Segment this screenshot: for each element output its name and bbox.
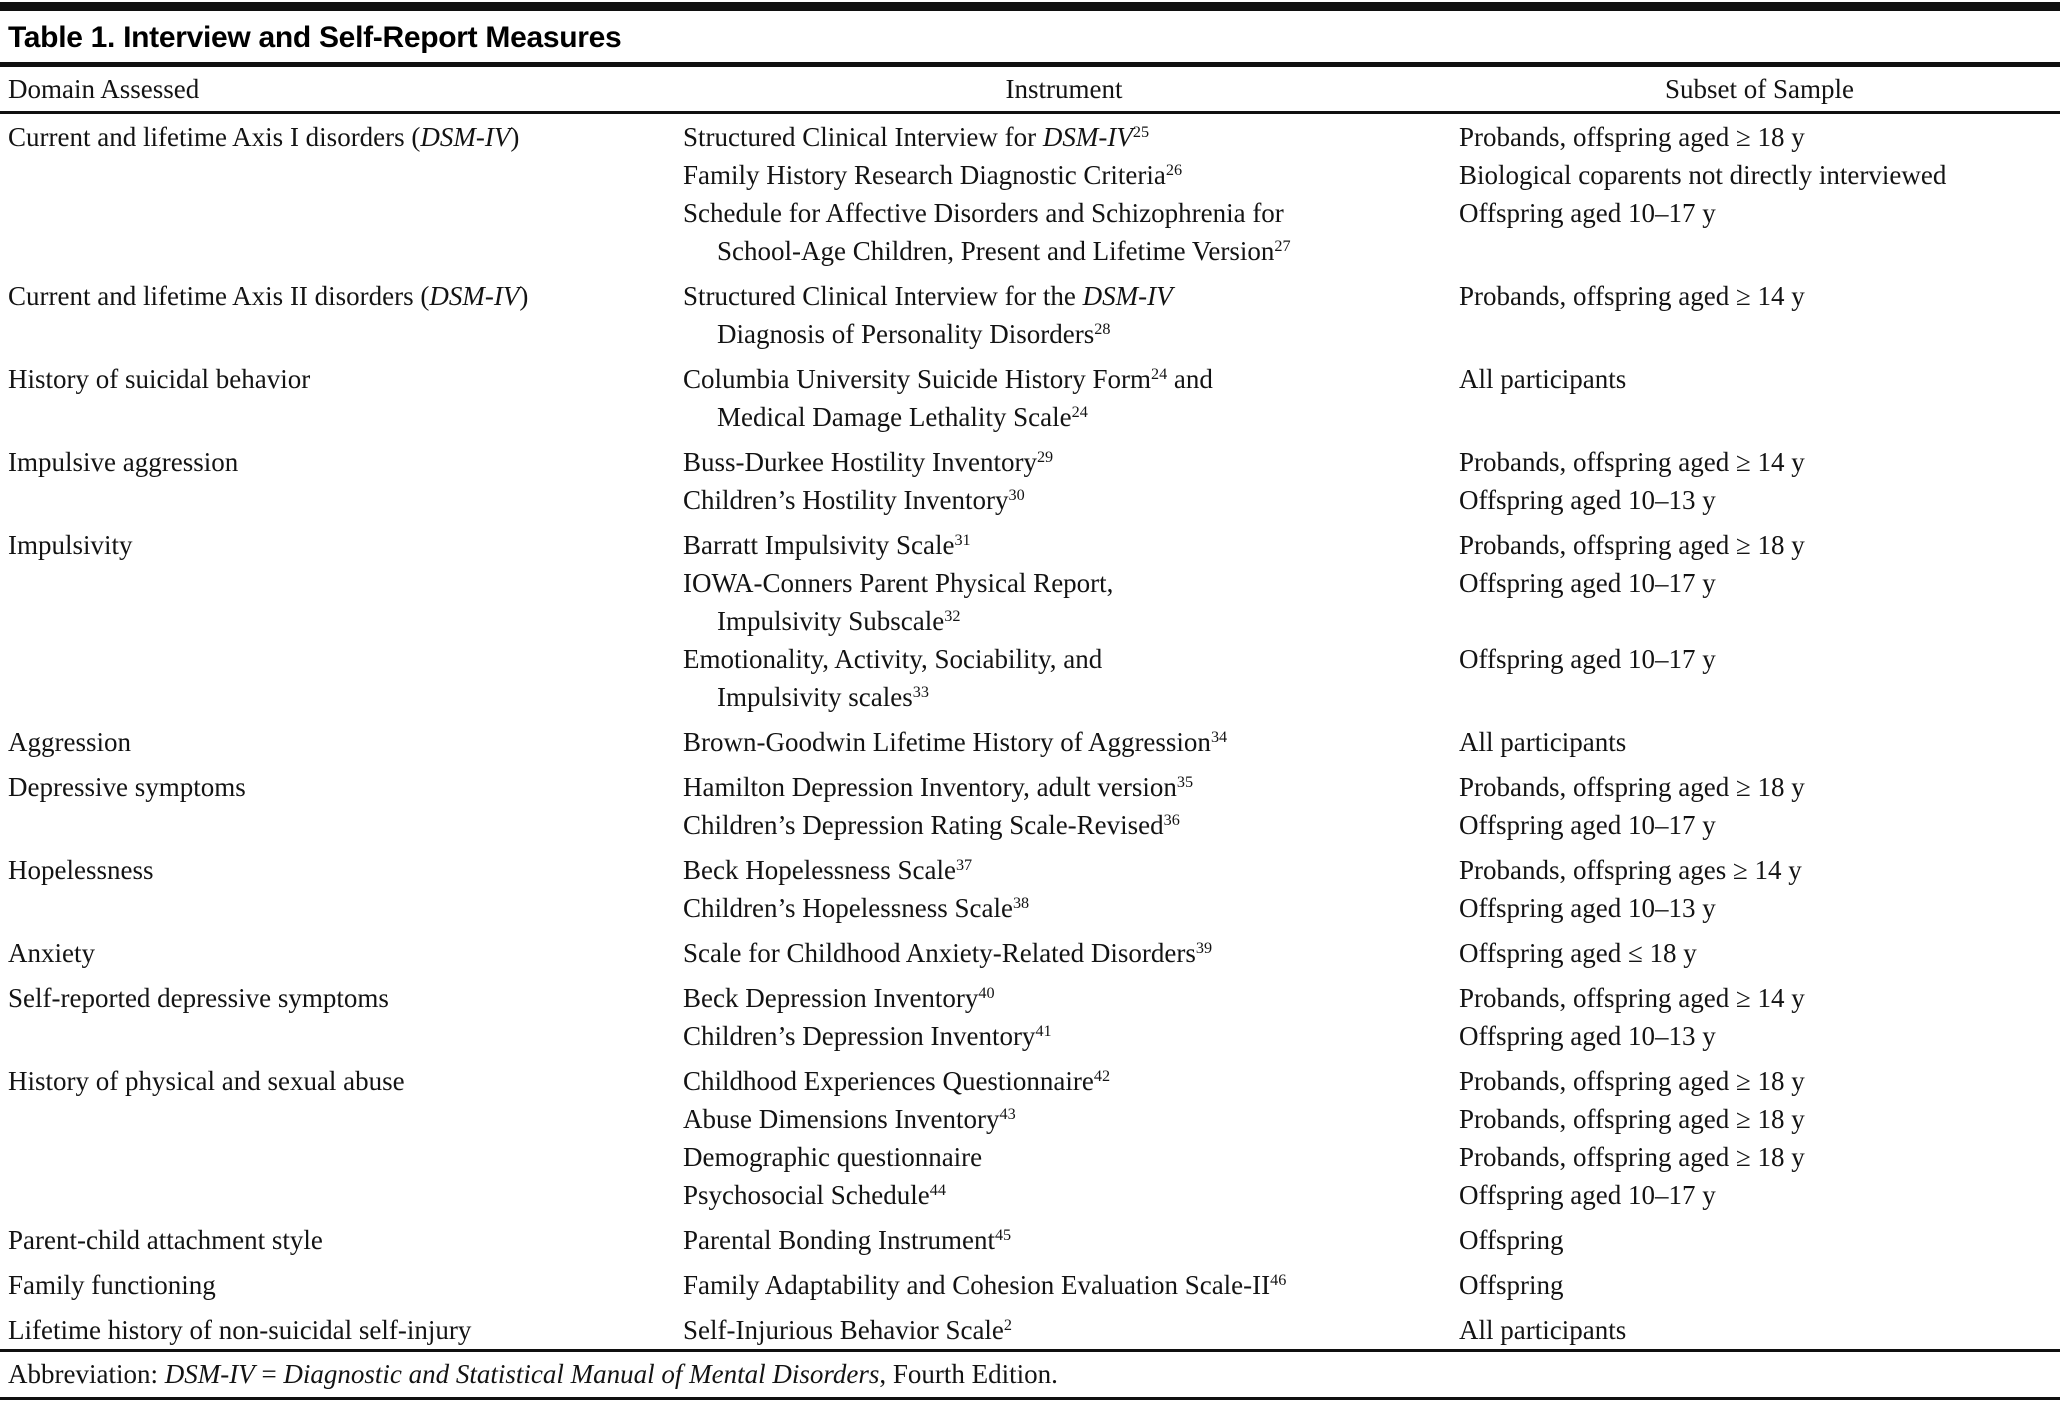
- reference-superscript: 34: [1210, 728, 1228, 747]
- instrument-cell: [675, 360, 1445, 436]
- header-subset-of-sample: Subset of Sample: [1665, 73, 1854, 104]
- domain-cell: [0, 979, 675, 1017]
- instrument-line: [683, 194, 1445, 232]
- text-segment: Barratt Impulsivity Scale: [683, 530, 955, 560]
- subset-cell: Offspring aged 10–13 y: [1459, 485, 1716, 515]
- subset-cell: Offspring aged ≤ 18 y: [1459, 938, 1697, 968]
- table-row: [0, 1100, 2060, 1138]
- text-segment: Impulsive aggression: [8, 447, 239, 477]
- text-segment: Medical Damage Lethality Scale: [717, 402, 1072, 432]
- table-row: [0, 156, 2060, 194]
- instrument-cell: [675, 156, 1445, 194]
- subset-cell: All participants: [1459, 727, 1627, 757]
- subset-cell: All participants: [1459, 1315, 1627, 1345]
- reference-superscript: 2: [1003, 1316, 1013, 1335]
- instrument-line-continuation: [683, 232, 1445, 270]
- table-row: [0, 443, 2060, 481]
- text-segment: DSM-IV: [164, 1359, 255, 1389]
- table-row: [0, 277, 2060, 353]
- text-segment: Depressive symptoms: [8, 772, 246, 802]
- text-segment: Impulsivity: [8, 530, 133, 560]
- table-row: [0, 1221, 2060, 1259]
- instrument-line: [683, 768, 1445, 806]
- reference-superscript: 24: [1150, 365, 1168, 384]
- reference-superscript: 38: [1012, 894, 1030, 913]
- table-row: [0, 1062, 2060, 1100]
- text-segment: , Fourth Edition.: [879, 1359, 1058, 1389]
- reference-superscript: 32: [944, 607, 961, 626]
- text-segment: Abuse Dimensions Inventory: [683, 1104, 1000, 1134]
- subset-cell: Probands, offspring ages ≥ 14 y: [1459, 855, 1802, 885]
- bottom-rule: [0, 1397, 2060, 1400]
- instrument-cell: [675, 1176, 1445, 1214]
- domain-cell: [0, 443, 675, 481]
- text-segment: Children’s Hostility Inventory: [683, 485, 1009, 515]
- domain-cell: [0, 1266, 675, 1304]
- domain-cell: [0, 277, 675, 353]
- domain-cell: [0, 526, 675, 564]
- instrument-cell: [675, 934, 1445, 972]
- domain-cell: [0, 1138, 675, 1176]
- text-segment: School-Age Children, Present and Lifetime Version: [717, 236, 1275, 266]
- subset-cell: Offspring: [1459, 1270, 1564, 1300]
- domain-cell: [0, 1311, 675, 1349]
- reference-superscript: 39: [1195, 939, 1213, 958]
- abbreviation-note: [0, 1352, 2060, 1397]
- table-row: [0, 1266, 2060, 1304]
- instrument-line: [683, 640, 1445, 678]
- text-segment: Children’s Depression Inventory: [683, 1021, 1036, 1051]
- text-segment: Abbreviation:: [8, 1359, 165, 1389]
- instrument-line-continuation: [683, 602, 1445, 640]
- domain-cell: [0, 1221, 675, 1259]
- text-segment: Parent-child attachment style: [8, 1225, 323, 1255]
- text-segment: Diagnosis of Personality Disorders: [717, 319, 1095, 349]
- reference-superscript: 46: [1270, 1271, 1287, 1290]
- instrument-line: [683, 1266, 1445, 1304]
- domain-cell: [0, 851, 675, 889]
- domain-cell: [0, 118, 675, 156]
- reference-superscript: 26: [1165, 161, 1183, 180]
- text-segment: Beck Hopelessness Scale: [683, 855, 956, 885]
- domain-cell: [0, 1100, 675, 1138]
- reference-superscript: 28: [1094, 320, 1111, 339]
- text-segment: Brown-Goodwin Lifetime History of Aggression: [683, 727, 1211, 757]
- instrument-cell: [675, 443, 1445, 481]
- reference-superscript: 31: [954, 531, 971, 550]
- reference-superscript: 41: [1035, 1022, 1052, 1041]
- table-row: [0, 640, 2060, 716]
- text-segment: Impulsivity scales: [717, 682, 913, 712]
- domain-cell: [0, 156, 675, 194]
- text-segment: Self-Injurious Behavior Scale: [683, 1315, 1004, 1345]
- reference-superscript: 25: [1132, 123, 1150, 142]
- instrument-line: [683, 481, 1445, 519]
- instrument-cell: [675, 277, 1445, 353]
- text-segment: Family functioning: [8, 1270, 216, 1300]
- domain-cell: [0, 1017, 675, 1055]
- instrument-line: [683, 1017, 1445, 1055]
- instrument-cell: [675, 1062, 1445, 1100]
- header-domain-assessed: Domain Assessed: [8, 73, 200, 104]
- table-row: [0, 526, 2060, 564]
- subset-cell: Offspring aged 10–17 y: [1459, 644, 1716, 674]
- text-segment: DSM-IV: [1042, 122, 1133, 152]
- table-row: [0, 1176, 2060, 1214]
- instrument-line: [683, 723, 1445, 761]
- column-header-row: [0, 67, 2060, 111]
- reference-superscript: 30: [1008, 486, 1025, 505]
- text-segment: Structured Clinical Interview for: [683, 122, 1043, 152]
- instrument-cell: [675, 979, 1445, 1017]
- domain-cell: [0, 723, 675, 761]
- text-segment: Family History Research Diagnostic Criteria: [683, 160, 1166, 190]
- text-segment: Hopelessness: [8, 855, 154, 885]
- reference-superscript: 44: [929, 1181, 946, 1200]
- text-segment: Parental Bonding Instrument: [683, 1225, 995, 1255]
- table-row: [0, 934, 2060, 972]
- domain-cell: [0, 481, 675, 519]
- instrument-cell: [675, 851, 1445, 889]
- table-row: [0, 194, 2060, 270]
- text-segment: Schedule for Affective Disorders and Schizophrenia for: [683, 198, 1284, 228]
- table-row: [0, 979, 2060, 1017]
- table-row: [0, 481, 2060, 519]
- domain-cell: [0, 1062, 675, 1100]
- text-segment: Diagnostic and Statistical Manual of Mental Disorders: [283, 1359, 880, 1389]
- text-segment: DSM-IV: [429, 281, 520, 311]
- domain-cell: [0, 194, 675, 270]
- instrument-cell: [675, 1266, 1445, 1304]
- text-segment: =: [254, 1359, 284, 1389]
- subset-cell: Offspring aged 10–13 y: [1459, 893, 1716, 923]
- subset-cell: Probands, offspring aged ≥ 18 y: [1459, 1104, 1805, 1134]
- text-segment: Family Adaptability and Cohesion Evaluation Scale-II: [683, 1270, 1271, 1300]
- instrument-line: [683, 934, 1445, 972]
- table-row: [0, 889, 2060, 927]
- subset-cell: Offspring aged 10–17 y: [1459, 810, 1716, 840]
- instrument-cell: [675, 481, 1445, 519]
- text-segment: Self-reported depressive symptoms: [8, 983, 389, 1013]
- reference-superscript: 29: [1036, 448, 1054, 467]
- instrument-line: [683, 1100, 1445, 1138]
- instrument-line: [683, 1062, 1445, 1100]
- domain-cell: [0, 564, 675, 640]
- subset-cell: Probands, offspring aged ≥ 14 y: [1459, 983, 1805, 1013]
- instrument-cell: [675, 564, 1445, 640]
- table-row: [0, 723, 2060, 761]
- text-segment: History of suicidal behavior: [8, 364, 311, 394]
- text-segment: Impulsivity Subscale: [717, 606, 945, 636]
- instrument-line-continuation: [683, 398, 1445, 436]
- subset-cell: Probands, offspring aged ≥ 14 y: [1459, 447, 1805, 477]
- table-title: Table 1. Interview and Self-Report Measures: [8, 21, 622, 54]
- reference-superscript: 24: [1071, 403, 1088, 422]
- instrument-line-continuation: [683, 315, 1445, 353]
- text-segment: Hamilton Depression Inventory, adult version: [683, 772, 1177, 802]
- instrument-line: [683, 564, 1445, 602]
- table-row: [0, 1017, 2060, 1055]
- instrument-cell: [675, 723, 1445, 761]
- instrument-cell: [675, 1138, 1445, 1176]
- text-segment: Emotionality, Activity, Sociability, and: [683, 644, 1103, 674]
- table-body: [0, 114, 2060, 1349]
- subset-cell: Probands, offspring aged ≥ 18 y: [1459, 530, 1805, 560]
- instrument-cell: [675, 118, 1445, 156]
- instrument-line: [683, 889, 1445, 927]
- subset-cell: Offspring aged 10–13 y: [1459, 1021, 1716, 1051]
- text-segment: Childhood Experiences Questionnaire: [683, 1066, 1094, 1096]
- domain-cell: [0, 360, 675, 436]
- reference-superscript: 43: [999, 1105, 1016, 1124]
- instrument-line: [683, 851, 1445, 889]
- domain-cell: [0, 889, 675, 927]
- text-segment: DSM-IV: [420, 122, 511, 152]
- text-segment: Anxiety: [8, 938, 95, 968]
- reference-superscript: 45: [994, 1226, 1012, 1245]
- instrument-cell: [675, 806, 1445, 844]
- reference-superscript: 33: [912, 683, 929, 702]
- text-segment: Structured Clinical Interview for the: [683, 281, 1083, 311]
- text-segment: Beck Depression Inventory: [683, 983, 979, 1013]
- table-row: [0, 806, 2060, 844]
- table-row: [0, 1311, 2060, 1349]
- subset-cell: Probands, offspring aged ≥ 18 y: [1459, 772, 1805, 802]
- text-segment: Scale for Childhood Anxiety-Related Disorders: [683, 938, 1196, 968]
- text-segment: Psychosocial Schedule: [683, 1180, 930, 1210]
- text-segment: and: [1167, 364, 1213, 394]
- subset-cell: Offspring aged 10–17 y: [1459, 1180, 1716, 1210]
- instrument-line: [683, 277, 1445, 315]
- instrument-cell: [675, 1221, 1445, 1259]
- text-segment: Children’s Depression Rating Scale-Revised: [683, 810, 1164, 840]
- text-segment: Children’s Hopelessness Scale: [683, 893, 1013, 923]
- subset-cell: Probands, offspring aged ≥ 18 y: [1459, 1142, 1805, 1172]
- reference-superscript: 37: [955, 856, 973, 875]
- instrument-line: [683, 1311, 1445, 1349]
- reference-superscript: 27: [1274, 237, 1291, 256]
- reference-superscript: 36: [1163, 811, 1180, 830]
- domain-cell: [0, 934, 675, 972]
- text-segment: History of physical and sexual abuse: [8, 1066, 405, 1096]
- table-row: [0, 118, 2060, 156]
- instrument-line: [683, 979, 1445, 1017]
- subset-cell: Probands, offspring aged ≥ 18 y: [1459, 1066, 1805, 1096]
- instrument-cell: [675, 1100, 1445, 1138]
- instrument-line: [683, 443, 1445, 481]
- table-row: [0, 768, 2060, 806]
- instrument-cell: [675, 526, 1445, 564]
- subset-cell: All participants: [1459, 364, 1627, 394]
- reference-superscript: 40: [978, 984, 995, 1003]
- subset-cell: Probands, offspring aged ≥ 18 y: [1459, 122, 1805, 152]
- text-segment: IOWA-Conners Parent Physical Report,: [683, 568, 1114, 598]
- subset-cell: Biological coparents not directly interviewed: [1459, 160, 1947, 190]
- instrument-line: [683, 1176, 1445, 1214]
- text-segment: ): [510, 122, 520, 152]
- table-row: [0, 851, 2060, 889]
- domain-cell: [0, 806, 675, 844]
- subset-cell: Offspring: [1459, 1225, 1564, 1255]
- text-segment: Aggression: [8, 727, 131, 757]
- subset-cell: Probands, offspring aged ≥ 14 y: [1459, 281, 1805, 311]
- instrument-cell: [675, 194, 1445, 270]
- instrument-line: [683, 118, 1445, 156]
- text-segment: Buss-Durkee Hostility Inventory: [683, 447, 1037, 477]
- reference-superscript: 42: [1093, 1067, 1111, 1086]
- text-segment: Demographic questionnaire: [683, 1142, 983, 1172]
- instrument-cell: [675, 889, 1445, 927]
- subset-cell: Offspring aged 10–17 y: [1459, 568, 1716, 598]
- instrument-line: [683, 156, 1445, 194]
- instrument-line: [683, 526, 1445, 564]
- text-segment: Current and lifetime Axis I disorders (: [8, 122, 421, 152]
- reference-superscript: 35: [1176, 773, 1194, 792]
- text-segment: Current and lifetime Axis II disorders (: [8, 281, 430, 311]
- table-row: [0, 360, 2060, 436]
- instrument-cell: [675, 1311, 1445, 1349]
- top-rule: [0, 2, 2060, 11]
- subset-cell: Offspring aged 10–17 y: [1459, 198, 1716, 228]
- table-row: [0, 1138, 2060, 1176]
- instrument-line-continuation: [683, 678, 1445, 716]
- instrument-line: [683, 1138, 1445, 1176]
- instrument-line: [683, 360, 1445, 398]
- instrument-line: [683, 1221, 1445, 1259]
- domain-cell: [0, 1176, 675, 1214]
- domain-cell: [0, 640, 675, 716]
- instrument-cell: [675, 768, 1445, 806]
- text-segment: Columbia University Suicide History Form: [683, 364, 1151, 394]
- text-segment: ): [519, 281, 529, 311]
- text-segment: Lifetime history of non-suicidal self-injury: [8, 1315, 472, 1345]
- domain-cell: [0, 768, 675, 806]
- instrument-cell: [675, 640, 1445, 716]
- text-segment: DSM-IV: [1082, 281, 1173, 311]
- header-instrument: Instrument: [1005, 73, 1123, 104]
- instrument-line: [683, 806, 1445, 844]
- instrument-cell: [675, 1017, 1445, 1055]
- table-row: [0, 564, 2060, 640]
